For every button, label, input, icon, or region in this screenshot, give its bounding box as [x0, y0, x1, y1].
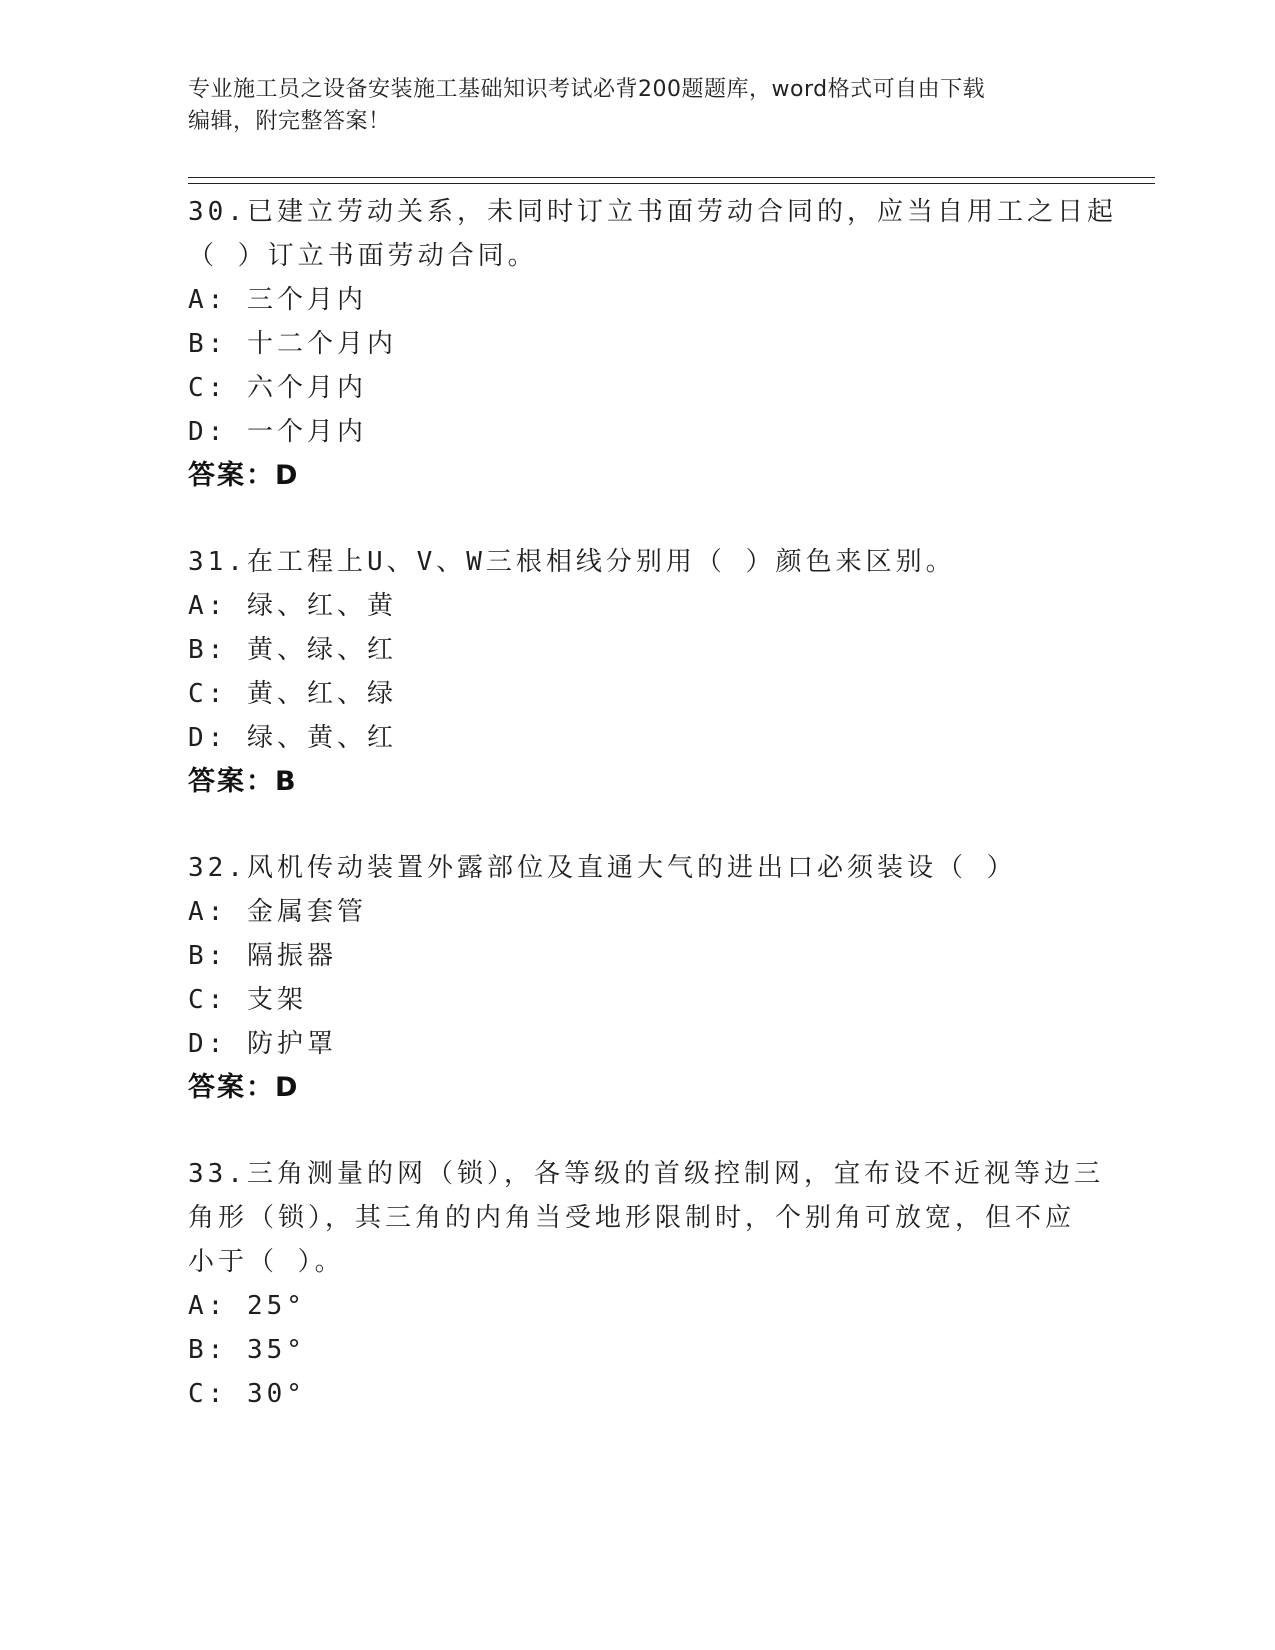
document-header	[188, 74, 1088, 138]
header-line-1: 专业施工员之设备安装施工基础知识考试必背200题题库，word格式可自由下载	[188, 77, 986, 102]
question-33-stem-line-3: 小于（ ）。	[188, 1247, 345, 1277]
question-31-stem-line-1: 31.在工程上U、V、W三根相线分别用（ ）颜色来区别。	[188, 547, 956, 577]
question-33-option-b: B: 35°	[188, 1335, 306, 1365]
question-30-stem-line-1: 30.已建立劳动关系，未同时订立书面劳动合同的，应当自用工之日起	[188, 197, 1117, 227]
question-33-option-c: C: 30°	[188, 1379, 306, 1409]
question-30-option-a: A: 三个月内	[188, 285, 367, 315]
header-divider-top	[188, 177, 1155, 178]
question-33-option-a: A: 25°	[188, 1291, 306, 1321]
question-32-option-a: A: 金属套管	[188, 897, 367, 927]
question-32-option-b: B: 隔振器	[188, 941, 337, 971]
question-31-answer: 答案：B	[188, 766, 298, 797]
question-31-option-b: B: 黄、绿、红	[188, 635, 397, 665]
question-30-answer: 答案：D	[188, 460, 300, 491]
question-32-option-c: C: 支架	[188, 985, 307, 1015]
header-divider-bottom	[188, 183, 1155, 184]
question-32-option-d: D: 防护罩	[188, 1029, 337, 1059]
question-31-option-a: A: 绿、红、黄	[188, 591, 397, 621]
question-32-stem-line-1: 32.风机传动装置外露部位及直通大气的进出口必须装设（ ）	[188, 853, 1017, 883]
question-32-answer: 答案：D	[188, 1072, 300, 1103]
question-30-option-d: D: 一个月内	[188, 417, 367, 447]
question-30-option-b: B: 十二个月内	[188, 329, 397, 359]
question-30-option-c: C: 六个月内	[188, 373, 367, 403]
question-31-option-c: C: 黄、红、绿	[188, 679, 397, 709]
question-30-stem-line-2: （ ）订立书面劳动合同。	[188, 241, 538, 271]
header-line-2: 编辑，附完整答案！	[188, 109, 391, 134]
question-33-stem-line-2: 角形（锁），其三角的内角当受地形限制时，个别角可放宽，但不应	[188, 1203, 1076, 1233]
question-33-stem-line-1: 33.三角测量的网（锁），各等级的首级控制网，宜布设不近视等边三	[188, 1159, 1104, 1189]
question-31-option-d: D: 绿、黄、红	[188, 723, 397, 753]
